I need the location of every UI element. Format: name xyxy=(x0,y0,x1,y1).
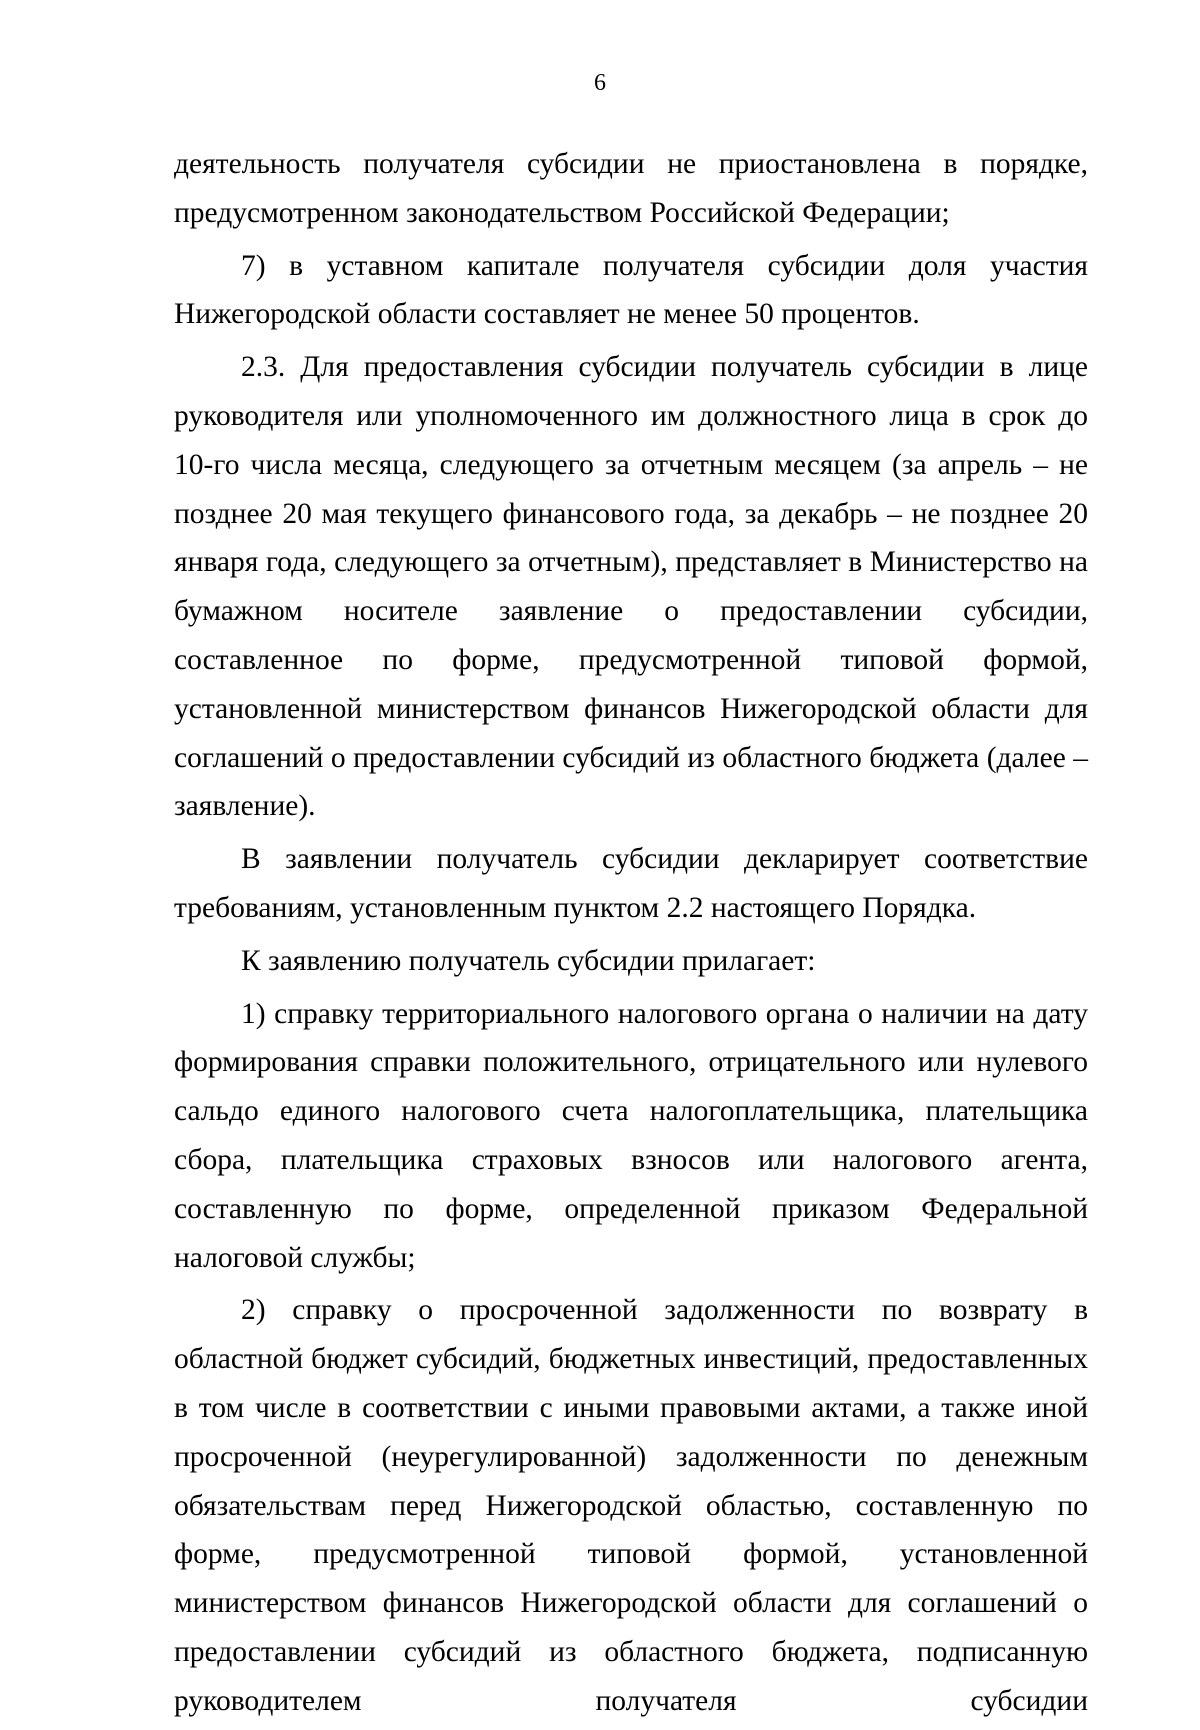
paragraph-declaration: В заявлении получатель субсидии декларирует соответствие требованиям, установленным пунктом 2.2 настоящего Порядка. xyxy=(174,843,1088,924)
paragraph-item-7: 7) в уставном капитале получателя субсидии доля участия Нижегородской области составляет не менее 50 процентов. xyxy=(174,249,1088,331)
page-number: 6 xyxy=(594,70,606,96)
paragraph-continuation: деятельность получателя субсидии не приостановлена в порядке, предусмотренном законодательством Российской Федерации; xyxy=(174,148,1088,229)
paragraph-section-2-3: 2.3. Для предоставления субсидии получатель субсидии в лице руководителя или уполномоченного им должностного лица в срок до 10-го числа месяца, следующего за отчетным месяцем (за апрель – не позднее 20 мая текущего финансового года, за декабрь – не позднее 20 января года, следующего за отчетным), представляет в Министерство на бумажном носителе заявление о предоставлении субсидии, составленное по форме, предусмотренной типовой формой, установленной министерством финансов Нижегородской области для соглашений о предоставлении субсидий из областного бюджета (далее – заявление). xyxy=(174,351,1088,823)
paragraph-attachments-intro: К заявлению получатель субсидии прилагает: xyxy=(241,944,816,977)
paragraph-attachment-1: 1) справку территориального налогового органа о наличии на дату формирования справки положительного, отрицательного или нулевого сальдо единого налогового счета налогоплательщика, плательщика сбора, плательщика страховых взносов или налогового агента, составленную по форме, определенной приказом Федеральной налоговой службы; xyxy=(174,997,1088,1274)
document-body xyxy=(174,140,1088,1730)
paragraph-attachment-2: 2) справку о просроченной задолженности по возврату в областной бюджет субсидий, бюджетных инвестиций, предоставленных в том числе в соответствии с иными правовыми актами, а также иной просроченной (неурегулированной) задолженности по денежным обязательствам перед Нижегородской областью, составленную по форме, предусмотренной типовой формой, установленной министерством финансов Нижегородской области для соглашений о предоставлении субсидий из областного бюджета, подписанную руководителем получателя субсидии xyxy=(174,1294,1088,1717)
